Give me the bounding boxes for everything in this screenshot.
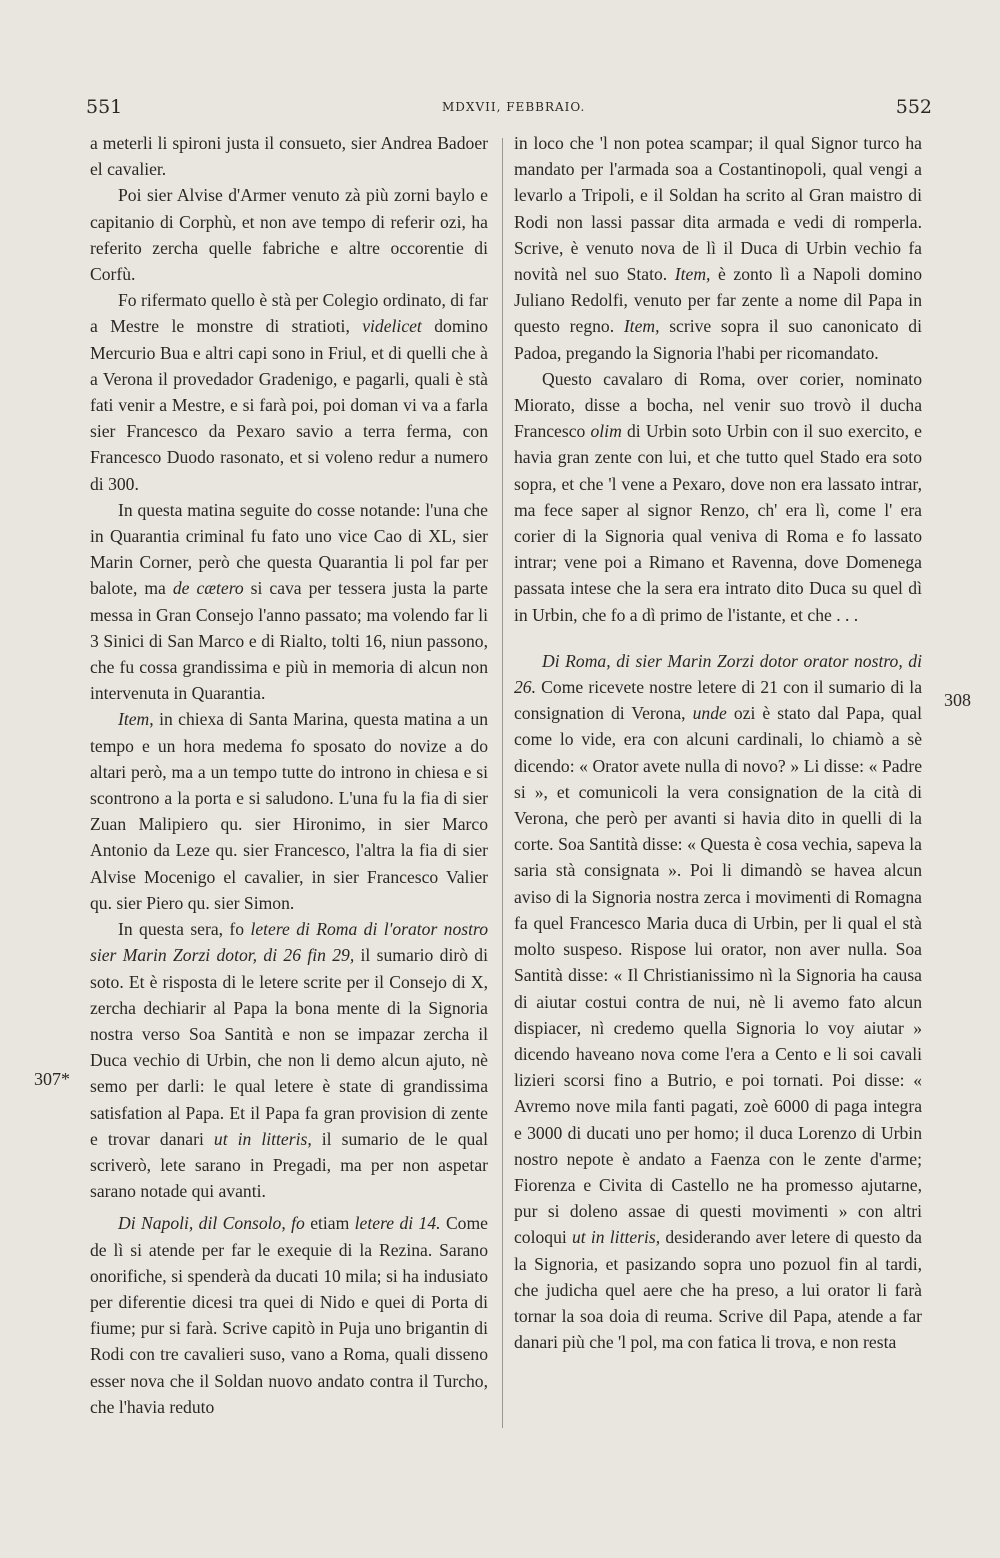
left-column [90,130,488,1420]
page-number-left: 551 [86,96,123,118]
margin-number-right: 308 [944,690,971,710]
paragraph: in loco che 'l non potea scampar; il qual Signor turco ha mandato per l'armada soa a Costantinopoli, qual vengi a levarlo a Tripoli, e il Soldan ha scrito al Gran maistro di Rodi non lassi passar dita armada e vedi di romperla. Scrive, è venuto nova de lì il Duca di Urbin vechio fa novità nel suo Stato. Item, è zonto lì a Napoli domino Juliano Redolfi, venuto per far zente a nome dil Papa in questo regno. Item, scrive sopra il suo canonicato di Padoa, pregando la Signoria l'habi per ricomandato. [514,133,922,363]
column-divider [502,138,503,1428]
page-number-right: 552 [895,96,932,118]
paragraph: Poi sier Alvise d'Armer venuto zà più zorni baylo e capitanio di Corphù, et non ave tempo di referir ozi, ha referito zercha quelle fabriche e altre occorentie di Corfù. [90,185,488,285]
right-column [514,130,922,1355]
running-title: MDXVII, FEBBRAIO. [442,100,586,114]
paragraph: Di Napoli, dil Consolo, fo etiam letere di 14. Come de lì si atende per far le exequie di la Rezina. Sarano onorifiche, si spenderà da ducati 10 mila; si ha indusiato per diferentie dicesi tra quei di Nido e quei di Porta di fiume; pur si farà. Scrive capitò in Puja uno brigantin di Rodi con tre cavalieri suso, vano a Roma, quali disseno esser nova che il Soldan nuovo andato contra il Turcho, che l'havia reduto [90,1213,488,1417]
paragraph: Item, in chiexa di Santa Marina, questa matina a un tempo e un hora medema fo sposato do novize a do altari però, ma a un tempo tutte do introno in chiesa e si scontrono a la porta e si saludono. L'una fu la fia di sier Zuan Malipiero qu. sier Hironimo, in sier Marco Antonio da Leze qu. sier Francesco, l'altra la fia di sier Alvise Mocenigo el cavalier, in sier Francesco Valier qu. sier Piero qu. sier Simon. [90,709,488,913]
paragraph: a meterli li spironi justa il consueto, sier Andrea Badoer el cavalier. [90,133,488,180]
paragraph: Di Roma, di sier Marin Zorzi dotor orator nostro, di 26. Come ricevete nostre letere di 21 con il sumario di la consignation di Verona, unde ozi è stato dal Papa, qual come lo vide, era con alcuni cardinali, lo chiamò a sè dicendo: « Orator avete nulla di novo? » Li disse: « Padre si », et comunicoli la vera consignation de la cità di Verona, che però per avanti si havia dito in quelli di la corte. Soa Santità disse: « Questa è cosa vechia, sapeva la saria stà consignata ». Poi li dimandò se havea alcun aviso di la Signoria nostra zerca i movimenti di Romagna fa quel Francesco Maria duca di Urbin, per li qual el stà molto suspeso. Rispose lui orator, non aver nulla. Soa Santità disse: « Il Christianissimo nì la Signoria ha causa di aiutar costui contra de nui, nè li avemo fato alcun dispiacer, nì credemo quella Signoria lo voy aiutar » dicendo haveano nova come l'era a Cento e li soi cavali lizieri scorsi fino a Butrio, e poi tornati. Poi disse: « Avremo nove mila fanti pagati, zoè 6000 di paga integra e 3000 di ducati uno per homo; il duca Lorenzo di Urbin nostro nepote è andato a Faenza con le zente d'arme; Fiorenza e Civita di Castello ne ha promesso ajutarne, pur si doleno assae di questi movimenti » con altri coloqui ut in litteris, desiderando aver letere di questo da la Signoria, et pasizando sopra uno pozuol fin al tardi, che judicha quel aere che ha preso, a lui orator li farà tornar la soa doia di reuma. Scrive dil Papa, atende a far danari più che 'l pol, ma con fatica li trova, e non resta [514,650,922,1353]
paragraph: In questa sera, fo letere di Roma di l'orator nostro sier Marin Zorzi dotor, di 26 fin 29, il sumario dirò di soto. Et è risposta di le letere scrite per il Consejo di X, zercha dechiarir al Papa la bona mente di la Signoria nostra verso Soa Santità e non se impazar zercha il Duca vechio di Urbin, che non li demo alcun ajuto, nè semo per darli: le qual letere è state di grandissima satisfation al Papa. Et il Papa fa gran provision di zente e trovar danari ut in litteris, il sumario de le qual scriverò, lete sarano in Pregadi, ma per non aspetar sarano notade qui avanti. [90,919,489,1202]
page-header [86,96,932,126]
paragraph: In questa matina seguite do cosse notande: l'una che in Quarantia criminal fu fato uno vice Cao di XL, sier Marin Corner, però che questa Quarantia li pol far per balote, ma de cætero si cava per tessera justa la parte messa in Gran Consejo l'anno passato; ma volendo far li 3 Sinici di San Marco e di Rialto, tolti 16, niun passono, che fu cossa grandissima e più in memoria di alcun non intervenuta in Quarantia. [90,499,488,704]
margin-number-left: 307* [34,1069,70,1089]
paragraph: Questo cavalaro di Roma, over corier, nominato Miorato, disse a bocha, nel venir suo trovò il ducha Francesco olim di Urbin soto Urbin con il suo exercito, e havia gran zente con lui, et che tutto quel Stado era soto sopra, et che 'l vene a Pexaro, dove non era lassato intrar, ma fece saper al signor Renzo, ch' era lì, come l' era corier di la Signoria qual veniva di Roma e fo lassato intrar; vene poi a Rimano et Ravenna, dove Domenega passata intese che la sera era intrato dito Duca su quel dì in Urbin, che fo a dì primo de l'istante, et che . . . [514,368,922,625]
paragraph: Fo rifermato quello è stà per Colegio ordinato, di far a Mestre le monstre di stratioti, videlicet domino Mercurio Bua e altri capi sono in Friul, et di quelli che à a Verona il provedador Gradenigo, e pagarli, quali è stà fati venir a Mestre, e si farà poi, poi doman vi va a farla sier Francesco da Pexaro savio a terra ferma, con Francesco Duodo rasonato, et si voleno redur a numero di 300. [90,290,488,494]
